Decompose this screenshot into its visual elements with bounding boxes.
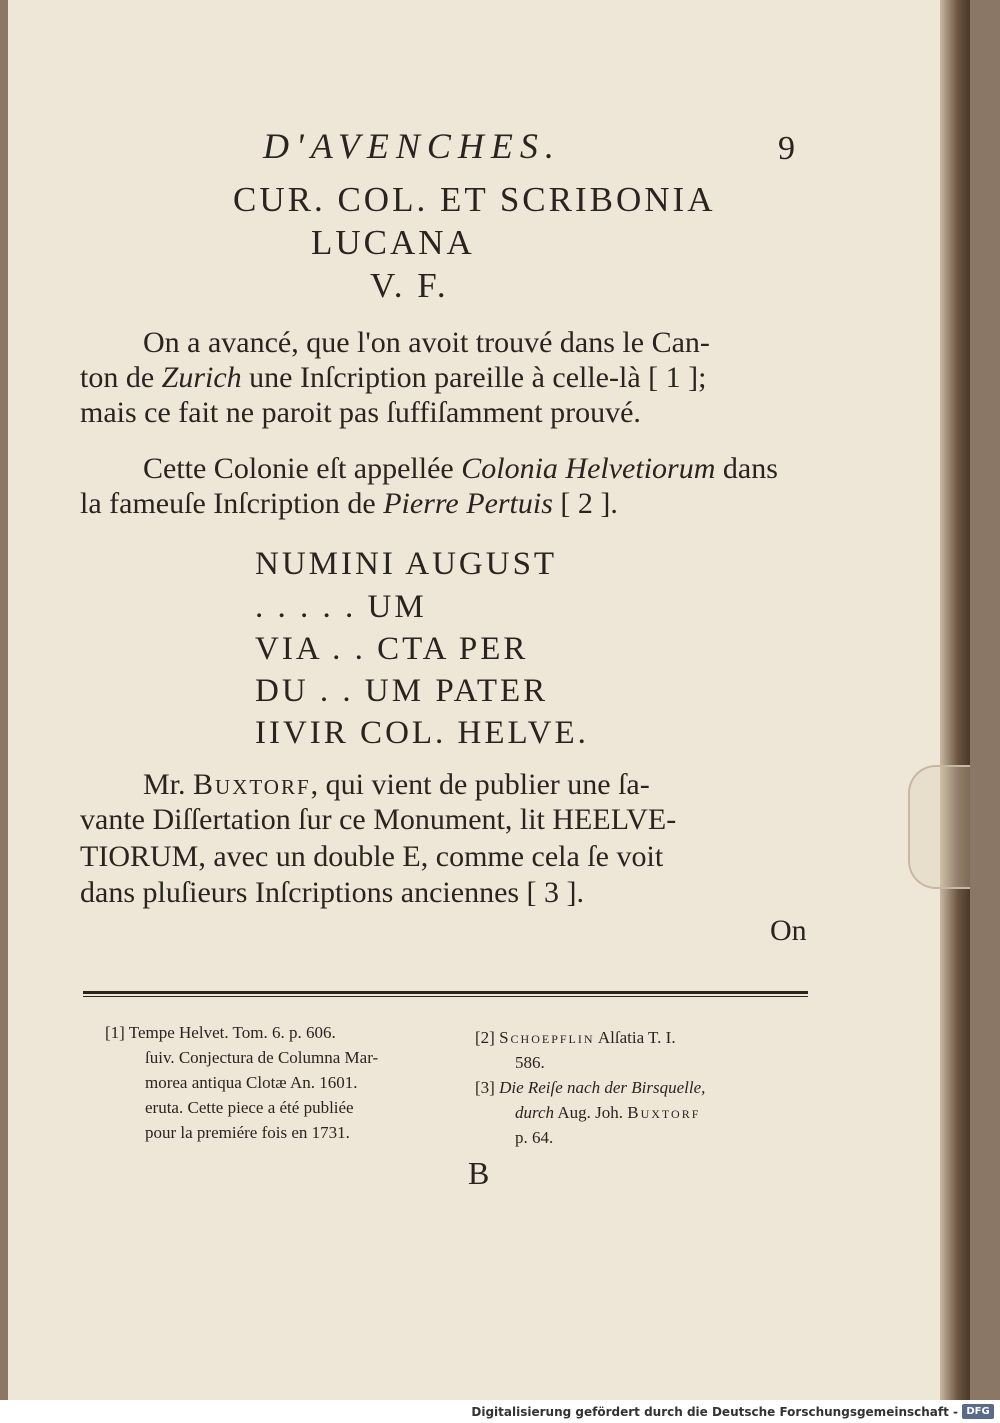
- book-page: [8, 0, 970, 1400]
- paragraph-3-line-1: Mr. Buxtorf, qui vient de publier une ſa-: [143, 768, 650, 801]
- footnote-3-line-2: durch Aug. Joh. Buxtorf: [515, 1103, 701, 1122]
- inscription-title-line-1: CUR. COL. ET SCRIBONIA: [233, 180, 716, 219]
- paragraph-1-line-2: ton de Zurich une Inſcription pareille à celle-là [ 1 ];: [80, 361, 707, 394]
- inscription-title-line-2: LUCANA: [311, 223, 475, 262]
- paragraph-2-line-1: Cette Colonie eſt appellée Colonia Helvetiorum dans: [143, 452, 778, 485]
- digitization-footer: [0, 1400, 1000, 1423]
- inscription-line-1: NUMINI AUGUST: [255, 546, 558, 582]
- footnote-1-line-3: morea antiqua Clotæ An. 1601.: [145, 1073, 358, 1092]
- footnote-rule-thin: [83, 996, 808, 997]
- inscription-line-3: VIA . . CTA PER: [255, 631, 529, 667]
- footnote-2-line-2: 586.: [515, 1053, 545, 1072]
- footnote-right-column: [475, 1025, 705, 1150]
- footnote-rule: [83, 991, 808, 994]
- paragraph-2-line-2: la fameuſe Inſcription de Pierre Pertuis [ 2 ].: [80, 487, 618, 520]
- signature-mark: B: [468, 1155, 490, 1191]
- footer-credit: Digitalisierung gefördert durch die Deutsche Forschungsgemeinschaft -: [471, 1405, 958, 1419]
- footnote-1-line-2: ſuiv. Conjectura de Columna Mar-: [145, 1048, 379, 1067]
- inscription-title-line-3: V. F.: [370, 266, 449, 305]
- footnote-1-line-1: [1] Tempe Helvet. Tom. 6. p. 606.: [105, 1023, 336, 1042]
- running-header: D'AVENCHES.: [263, 126, 561, 166]
- dfg-logo-icon: DFG: [962, 1404, 994, 1419]
- inscription-line-4: DU . . UM PATER: [255, 673, 549, 709]
- footnote-3-line-3: p. 64.: [515, 1128, 554, 1147]
- footnote-1-line-5: pour la premiére fois en 1731.: [145, 1123, 350, 1142]
- paragraph-3-line-4: dans pluſieurs Inſcriptions anciennes [ 3 ].: [80, 876, 585, 909]
- footnote-2-line-1: [2] Schoepflin Alſatia T. I.: [475, 1028, 676, 1047]
- catchword: On: [770, 914, 807, 947]
- paragraph-1-line-1: On a avancé, que l'on avoit trouvé dans le Can-: [143, 326, 710, 359]
- inscription-line-2: . . . . . UM: [255, 589, 427, 625]
- footnote-left-column: [105, 1020, 378, 1145]
- footnote-1-line-4: eruta. Cette piece a été publiée: [145, 1098, 354, 1117]
- paragraph-1-line-3: mais ce fait ne paroit pas ſuffiſamment prouvé.: [80, 396, 641, 429]
- inscription-line-5: IIVIR COL. HELVE.: [255, 715, 589, 751]
- page-tab-marker: [908, 765, 970, 889]
- paragraph-3-line-2: vante Diſſertation ſur ce Monument, lit HEELVE-: [80, 803, 677, 836]
- footnote-3-line-1: [3] Die Reiſe nach der Birsquelle,: [475, 1078, 706, 1097]
- page-number: 9: [778, 130, 795, 167]
- page-edge: [940, 0, 970, 1400]
- paragraph-3-line-3: TIORUM, avec un double E, comme cela ſe voit: [80, 840, 664, 873]
